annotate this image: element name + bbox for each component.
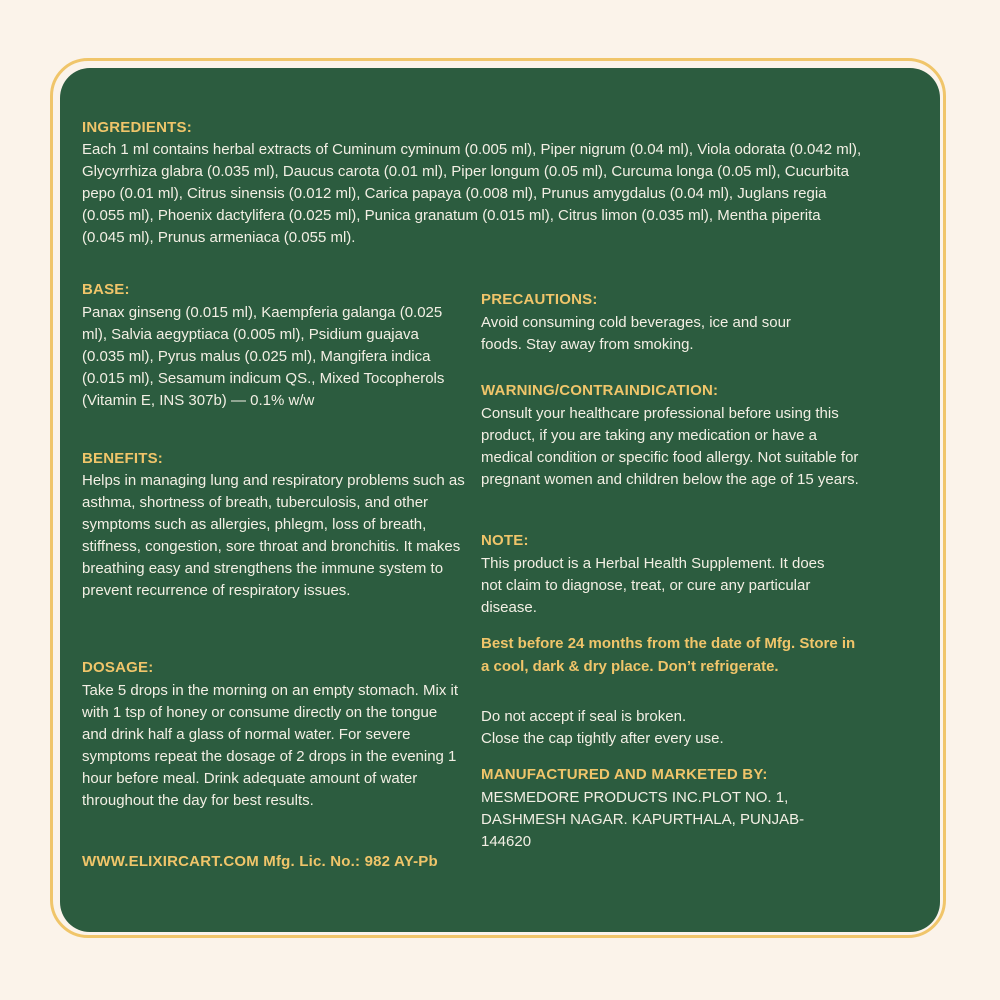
manufacturer-heading: MANUFACTURED AND MARKETED BY: — [481, 766, 768, 783]
website-license: WWW.ELIXIRCART.COM Mfg. Lic. No.: 982 AY-Pb — [82, 853, 438, 870]
storage-bold-text: Best before 24 months from the date of Mfg. Store in a cool, dark & dry place. Don’t refrigerate. — [481, 635, 856, 675]
base-heading: BASE: — [82, 281, 130, 298]
warning-heading: WARNING/CONTRAINDICATION: — [481, 382, 719, 399]
note-heading: NOTE: — [481, 532, 529, 549]
ingredients-heading: INGREDIENTS: — [82, 119, 192, 136]
dosage-heading: DOSAGE: — [82, 659, 154, 676]
benefits-text: Helps in managing lung and respiratory problems such as asthma, shortness of breath, tuberculosis, and other symptoms such as allergies, phlegm, loss of breath, stiffness, congestion, sore throat and bronchitis. It makes breathing easy and strengthens the immune system to prevent recurrence of respiratory issues. — [82, 472, 465, 599]
benefits-heading: BENEFITS: — [82, 450, 163, 467]
cap-notice: Close the cap tightly after every use. — [481, 730, 724, 747]
base-text: Panax ginseng (0.015 ml), Kaempferia galanga (0.025 ml), Salvia aegyptiaca (0.005 ml), Psidium guajava (0.035 ml), Pyrus malus (0.025 ml), Mangifera indica (0.015 ml), Sesamum indicum QS., Mixed Tocopherols (Vitamin E, INS 307b) — 0.1% w/w — [82, 304, 445, 409]
note-text: This product is a Herbal Health Supplement. It does not claim to diagnose, treat, or cure any particular disease. — [481, 555, 825, 616]
precautions-text: Avoid consuming cold beverages, ice and sour foods. Stay away from smoking. — [481, 314, 791, 353]
precautions-heading: PRECAUTIONS: — [481, 291, 598, 308]
dosage-text: Take 5 drops in the morning on an empty stomach. Mix it with 1 tsp of honey or consume directly on the tongue and drink half a glass of normal water. For severe symptoms repeat the dosage of 2 drops in the evening 1 hour before meal. Drink adequate amount of water throughout the day for best results. — [82, 682, 459, 809]
seal-notice: Do not accept if seal is broken. — [481, 708, 687, 725]
manufacturer-address: MESMEDORE PRODUCTS INC.PLOT NO. 1, DASHMESH NAGAR. KAPURTHALA, PUNJAB-144620 — [481, 789, 805, 850]
warning-text: Consult your healthcare professional before using this product, if you are taking any medication or have a medical condition or specific food allergy. Not suitable for pregnant women and children below the age of 15 years. — [481, 405, 859, 488]
ingredients-text: Each 1 ml contains herbal extracts of Cuminum cyminum (0.005 ml), Piper nigrum (0.04 ml), Viola odorata (0.042 ml), Glycyrrhiza glabra (0.035 ml), Daucus carota (0.01 ml), Piper longum (0.05 ml), Curcuma longa (0.05 ml), Cucurbita pepo (0.01 ml), Citrus sinensis (0.012 ml), Carica papaya (0.008 ml), Prunus amygdalus (0.04 ml), Juglans regia (0.055 ml), Phoenix dactylifera (0.025 ml), Punica granatum (0.015 ml), Citrus limon (0.035 ml), Mentha piperita (0.045 ml), Prunus armeniaca (0.055 ml). — [82, 141, 862, 246]
